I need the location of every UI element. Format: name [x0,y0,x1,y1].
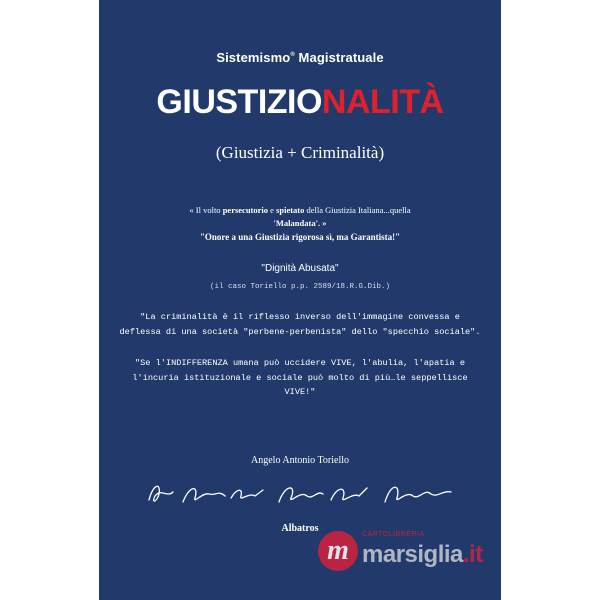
registered-mark: ® [290,52,295,58]
quote-bold-2: spietato [276,205,305,215]
watermark-logo [318,527,538,575]
signature-image [139,478,461,508]
case-reference: (il caso Toriello p.p. 2589/18.R.G.Dib.) [209,283,391,291]
quote-line-2 [129,217,471,230]
quote-mid-2: della Giustizia Italiana...quella [304,205,411,215]
watermark-big-text [362,541,483,569]
quote [129,204,471,230]
book-subtitle: "Dignità Abusata" [261,263,339,274]
book-cover [99,0,501,600]
quote-open: « Il volto [189,205,223,215]
author-name: Angelo Antonio Toriello [251,455,349,466]
watermark-big-tld: .it [462,541,483,568]
watermark-letter: m [327,535,349,566]
paragraph-1: "La criminalità è il riflesso inverso dell'immagine convessa e deflessa di una società "perbene-perbenista" dello "specchio sociale". [119,312,481,337]
watermark-circle-icon [318,531,358,571]
signature [139,478,461,508]
motto: "Onore a una Giustizia rigorosa sì, ma Garantista!" [199,232,401,242]
quote-mid-1: e [268,205,277,215]
book-title-main [99,82,501,122]
watermark-small-text: CARTOLIBRERIA [362,531,425,538]
watermark-big-main: marsiglia [362,541,463,568]
title-red-part: NALITÀ [321,83,444,121]
series-label: Sistemismo [216,50,291,65]
series-name [99,50,501,65]
quote-line-1 [129,204,471,217]
subtitle: (Giustizia + Criminalità) [215,143,385,162]
title-white-part: GIUSTIZIO [156,83,322,121]
paragraph-2: "Se l'INDIFFERENZA umana può uccidere VIVE, l'abulia, l'apatia e l'incuria istituzionale e sociale può molto di più…le seppellisce VIVE!" [132,358,468,397]
quote-line-2-text: 'Malandata'. » [273,218,327,228]
quote-bold-1: persecutorio [222,205,269,215]
series-label-rest: Magistratuale [294,50,384,65]
publisher-logo: Albatros [281,523,319,534]
